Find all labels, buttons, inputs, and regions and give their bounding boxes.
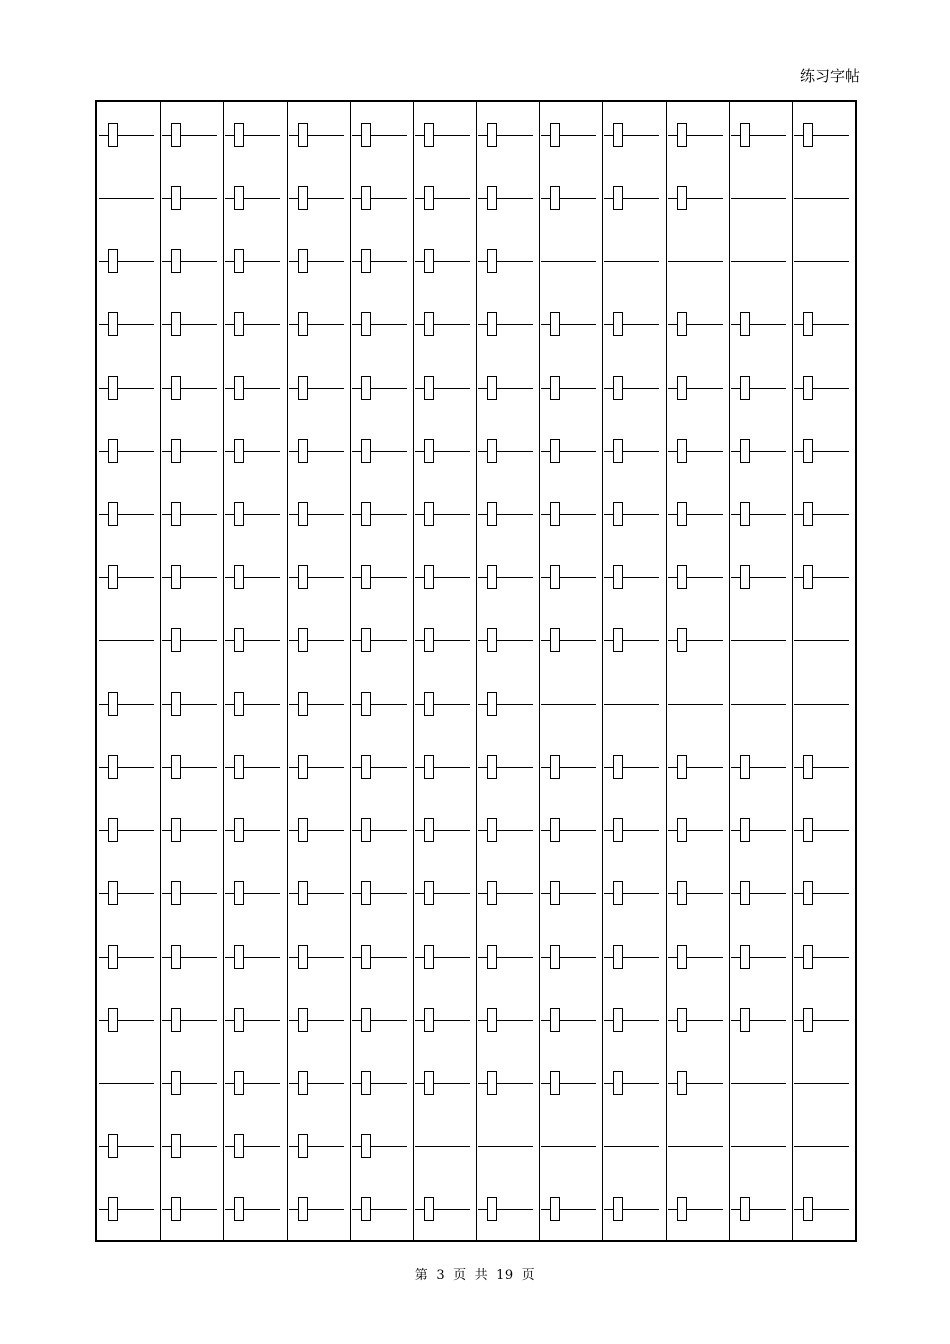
guide-segment (731, 261, 786, 262)
missing-glyph-placeholder (234, 881, 244, 905)
missing-glyph-placeholder (740, 1008, 750, 1032)
missing-glyph-placeholder (234, 692, 244, 716)
guide-segment (668, 1146, 723, 1147)
guide-segment (668, 704, 723, 705)
missing-glyph-placeholder (677, 376, 687, 400)
missing-glyph-placeholder (108, 376, 118, 400)
column-divider (223, 102, 224, 1240)
missing-glyph-placeholder (424, 565, 434, 589)
missing-glyph-placeholder (550, 502, 560, 526)
missing-glyph-placeholder (487, 312, 497, 336)
missing-glyph-placeholder (740, 1197, 750, 1221)
missing-glyph-placeholder (613, 755, 623, 779)
missing-glyph-placeholder (234, 439, 244, 463)
missing-glyph-placeholder (487, 692, 497, 716)
missing-glyph-placeholder (550, 1197, 560, 1221)
missing-glyph-placeholder (424, 376, 434, 400)
missing-glyph-placeholder (361, 249, 371, 273)
missing-glyph-placeholder (613, 439, 623, 463)
missing-glyph-placeholder (613, 1008, 623, 1032)
missing-glyph-placeholder (171, 1008, 181, 1032)
missing-glyph-placeholder (298, 312, 308, 336)
missing-glyph-placeholder (677, 439, 687, 463)
missing-glyph-placeholder (108, 439, 118, 463)
missing-glyph-placeholder (803, 1197, 813, 1221)
missing-glyph-placeholder (487, 123, 497, 147)
guide-segment (668, 261, 723, 262)
missing-glyph-placeholder (361, 186, 371, 210)
missing-glyph-placeholder (108, 1197, 118, 1221)
missing-glyph-placeholder (613, 502, 623, 526)
guide-segment (731, 1146, 786, 1147)
missing-glyph-placeholder (361, 565, 371, 589)
missing-glyph-placeholder (171, 692, 181, 716)
missing-glyph-placeholder (171, 1071, 181, 1095)
footer-page-number: 3 (436, 1268, 446, 1283)
guide-segment (604, 704, 659, 705)
missing-glyph-placeholder (487, 439, 497, 463)
guide-segment (731, 640, 786, 641)
missing-glyph-placeholder (613, 1071, 623, 1095)
missing-glyph-placeholder (234, 628, 244, 652)
missing-glyph-placeholder (171, 312, 181, 336)
missing-glyph-placeholder (298, 818, 308, 842)
missing-glyph-placeholder (298, 1008, 308, 1032)
missing-glyph-placeholder (677, 628, 687, 652)
missing-glyph-placeholder (487, 1008, 497, 1032)
missing-glyph-placeholder (550, 376, 560, 400)
missing-glyph-placeholder (361, 692, 371, 716)
missing-glyph-placeholder (234, 123, 244, 147)
missing-glyph-placeholder (361, 755, 371, 779)
missing-glyph-placeholder (613, 565, 623, 589)
missing-glyph-placeholder (108, 1134, 118, 1158)
missing-glyph-placeholder (740, 502, 750, 526)
missing-glyph-placeholder (424, 439, 434, 463)
missing-glyph-placeholder (803, 123, 813, 147)
guide-segment (541, 1146, 596, 1147)
missing-glyph-placeholder (108, 123, 118, 147)
missing-glyph-placeholder (487, 376, 497, 400)
missing-glyph-placeholder (803, 565, 813, 589)
missing-glyph-placeholder (740, 439, 750, 463)
footer-total-label: 共 (474, 1268, 489, 1283)
footer-total-pages: 19 (496, 1268, 514, 1283)
missing-glyph-placeholder (298, 376, 308, 400)
missing-glyph-placeholder (171, 755, 181, 779)
missing-glyph-placeholder (677, 1071, 687, 1095)
missing-glyph-placeholder (487, 755, 497, 779)
missing-glyph-placeholder (424, 1008, 434, 1032)
missing-glyph-placeholder (171, 881, 181, 905)
missing-glyph-placeholder (108, 1008, 118, 1032)
missing-glyph-placeholder (171, 439, 181, 463)
missing-glyph-placeholder (361, 1008, 371, 1032)
missing-glyph-placeholder (361, 628, 371, 652)
missing-glyph-placeholder (108, 502, 118, 526)
missing-glyph-placeholder (550, 312, 560, 336)
missing-glyph-placeholder (298, 628, 308, 652)
missing-glyph-placeholder (171, 1197, 181, 1221)
missing-glyph-placeholder (361, 376, 371, 400)
column-divider (602, 102, 603, 1240)
missing-glyph-placeholder (361, 818, 371, 842)
missing-glyph-placeholder (803, 755, 813, 779)
missing-glyph-placeholder (171, 628, 181, 652)
column-divider (792, 102, 793, 1240)
guide-segment (99, 1083, 154, 1084)
missing-glyph-placeholder (361, 945, 371, 969)
missing-glyph-placeholder (108, 755, 118, 779)
missing-glyph-placeholder (740, 376, 750, 400)
guide-segment (794, 1146, 849, 1147)
missing-glyph-placeholder (234, 1197, 244, 1221)
missing-glyph-placeholder (171, 945, 181, 969)
missing-glyph-placeholder (803, 818, 813, 842)
missing-glyph-placeholder (487, 945, 497, 969)
missing-glyph-placeholder (550, 186, 560, 210)
missing-glyph-placeholder (171, 376, 181, 400)
column-divider (160, 102, 161, 1240)
guide-segment (541, 261, 596, 262)
missing-glyph-placeholder (298, 249, 308, 273)
missing-glyph-placeholder (487, 881, 497, 905)
missing-glyph-placeholder (803, 1008, 813, 1032)
missing-glyph-placeholder (677, 123, 687, 147)
missing-glyph-placeholder (487, 565, 497, 589)
column-divider (287, 102, 288, 1240)
guide-segment (478, 1146, 533, 1147)
missing-glyph-placeholder (424, 502, 434, 526)
missing-glyph-placeholder (171, 818, 181, 842)
missing-glyph-placeholder (803, 502, 813, 526)
missing-glyph-placeholder (613, 376, 623, 400)
missing-glyph-placeholder (487, 818, 497, 842)
missing-glyph-placeholder (108, 312, 118, 336)
missing-glyph-placeholder (740, 312, 750, 336)
missing-glyph-placeholder (108, 818, 118, 842)
column-divider (350, 102, 351, 1240)
missing-glyph-placeholder (234, 502, 244, 526)
missing-glyph-placeholder (677, 755, 687, 779)
missing-glyph-placeholder (234, 186, 244, 210)
missing-glyph-placeholder (171, 502, 181, 526)
missing-glyph-placeholder (171, 1134, 181, 1158)
guide-segment (731, 1083, 786, 1084)
missing-glyph-placeholder (298, 1134, 308, 1158)
guide-segment (731, 198, 786, 199)
missing-glyph-placeholder (234, 818, 244, 842)
missing-glyph-placeholder (424, 186, 434, 210)
practice-grid (95, 100, 857, 1242)
missing-glyph-placeholder (487, 502, 497, 526)
missing-glyph-placeholder (550, 818, 560, 842)
missing-glyph-placeholder (613, 628, 623, 652)
guide-segment (794, 261, 849, 262)
missing-glyph-placeholder (803, 376, 813, 400)
missing-glyph-placeholder (677, 565, 687, 589)
missing-glyph-placeholder (171, 123, 181, 147)
missing-glyph-placeholder (487, 628, 497, 652)
missing-glyph-placeholder (234, 249, 244, 273)
column-divider (729, 102, 730, 1240)
missing-glyph-placeholder (108, 692, 118, 716)
footer-page-unit: 页 (453, 1268, 467, 1283)
missing-glyph-placeholder (298, 439, 308, 463)
missing-glyph-placeholder (298, 502, 308, 526)
guide-segment (604, 261, 659, 262)
missing-glyph-placeholder (677, 1008, 687, 1032)
missing-glyph-placeholder (424, 123, 434, 147)
missing-glyph-placeholder (550, 945, 560, 969)
guide-segment (794, 1083, 849, 1084)
missing-glyph-placeholder (171, 186, 181, 210)
missing-glyph-placeholder (424, 312, 434, 336)
missing-glyph-placeholder (803, 439, 813, 463)
missing-glyph-placeholder (361, 312, 371, 336)
missing-glyph-placeholder (740, 881, 750, 905)
missing-glyph-placeholder (298, 755, 308, 779)
missing-glyph-placeholder (613, 881, 623, 905)
missing-glyph-placeholder (298, 1071, 308, 1095)
missing-glyph-placeholder (613, 123, 623, 147)
missing-glyph-placeholder (424, 1071, 434, 1095)
missing-glyph-placeholder (803, 312, 813, 336)
missing-glyph-placeholder (677, 945, 687, 969)
missing-glyph-placeholder (677, 1197, 687, 1221)
missing-glyph-placeholder (424, 755, 434, 779)
missing-glyph-placeholder (677, 881, 687, 905)
missing-glyph-placeholder (234, 312, 244, 336)
missing-glyph-placeholder (424, 249, 434, 273)
missing-glyph-placeholder (234, 1008, 244, 1032)
missing-glyph-placeholder (613, 818, 623, 842)
missing-glyph-placeholder (298, 186, 308, 210)
guide-segment (794, 198, 849, 199)
page-footer (0, 1266, 950, 1286)
missing-glyph-placeholder (298, 945, 308, 969)
missing-glyph-placeholder (740, 818, 750, 842)
missing-glyph-placeholder (550, 439, 560, 463)
missing-glyph-placeholder (803, 945, 813, 969)
missing-glyph-placeholder (550, 1071, 560, 1095)
missing-glyph-placeholder (487, 1071, 497, 1095)
missing-glyph-placeholder (361, 439, 371, 463)
column-divider (539, 102, 540, 1240)
guide-segment (604, 1146, 659, 1147)
missing-glyph-placeholder (424, 881, 434, 905)
missing-glyph-placeholder (234, 755, 244, 779)
missing-glyph-placeholder (613, 312, 623, 336)
missing-glyph-placeholder (298, 692, 308, 716)
missing-glyph-placeholder (740, 755, 750, 779)
missing-glyph-placeholder (234, 376, 244, 400)
missing-glyph-placeholder (424, 945, 434, 969)
missing-glyph-placeholder (108, 565, 118, 589)
missing-glyph-placeholder (361, 1134, 371, 1158)
missing-glyph-placeholder (361, 1071, 371, 1095)
missing-glyph-placeholder (613, 945, 623, 969)
column-divider (666, 102, 667, 1240)
missing-glyph-placeholder (108, 945, 118, 969)
guide-segment (794, 640, 849, 641)
missing-glyph-placeholder (677, 502, 687, 526)
missing-glyph-placeholder (550, 755, 560, 779)
footer-prefix: 第 (414, 1268, 429, 1283)
missing-glyph-placeholder (298, 565, 308, 589)
missing-glyph-placeholder (487, 1197, 497, 1221)
missing-glyph-placeholder (740, 123, 750, 147)
guide-segment (99, 640, 154, 641)
missing-glyph-placeholder (361, 881, 371, 905)
missing-glyph-placeholder (171, 565, 181, 589)
missing-glyph-placeholder (550, 123, 560, 147)
missing-glyph-placeholder (803, 881, 813, 905)
missing-glyph-placeholder (171, 249, 181, 273)
missing-glyph-placeholder (234, 1134, 244, 1158)
column-divider (476, 102, 477, 1240)
footer-total-unit: 页 (521, 1268, 536, 1283)
missing-glyph-placeholder (298, 1197, 308, 1221)
missing-glyph-placeholder (424, 628, 434, 652)
guide-segment (541, 704, 596, 705)
missing-glyph-placeholder (677, 186, 687, 210)
missing-glyph-placeholder (740, 945, 750, 969)
guide-segment (415, 1146, 470, 1147)
missing-glyph-placeholder (234, 565, 244, 589)
missing-glyph-placeholder (361, 123, 371, 147)
missing-glyph-placeholder (424, 1197, 434, 1221)
missing-glyph-placeholder (550, 565, 560, 589)
missing-glyph-placeholder (424, 692, 434, 716)
guide-segment (794, 704, 849, 705)
missing-glyph-placeholder (298, 881, 308, 905)
missing-glyph-placeholder (613, 1197, 623, 1221)
guide-segment (731, 704, 786, 705)
column-divider (413, 102, 414, 1240)
missing-glyph-placeholder (613, 186, 623, 210)
missing-glyph-placeholder (108, 249, 118, 273)
missing-glyph-placeholder (487, 186, 497, 210)
guide-segment (99, 198, 154, 199)
missing-glyph-placeholder (234, 945, 244, 969)
missing-glyph-placeholder (550, 628, 560, 652)
missing-glyph-placeholder (550, 881, 560, 905)
missing-glyph-placeholder (108, 881, 118, 905)
missing-glyph-placeholder (361, 1197, 371, 1221)
page-header-title: 练习字帖 (799, 67, 860, 85)
missing-glyph-placeholder (234, 1071, 244, 1095)
missing-glyph-placeholder (740, 565, 750, 589)
missing-glyph-placeholder (424, 818, 434, 842)
missing-glyph-placeholder (677, 312, 687, 336)
missing-glyph-placeholder (677, 818, 687, 842)
missing-glyph-placeholder (298, 123, 308, 147)
missing-glyph-placeholder (487, 249, 497, 273)
missing-glyph-placeholder (550, 1008, 560, 1032)
missing-glyph-placeholder (361, 502, 371, 526)
